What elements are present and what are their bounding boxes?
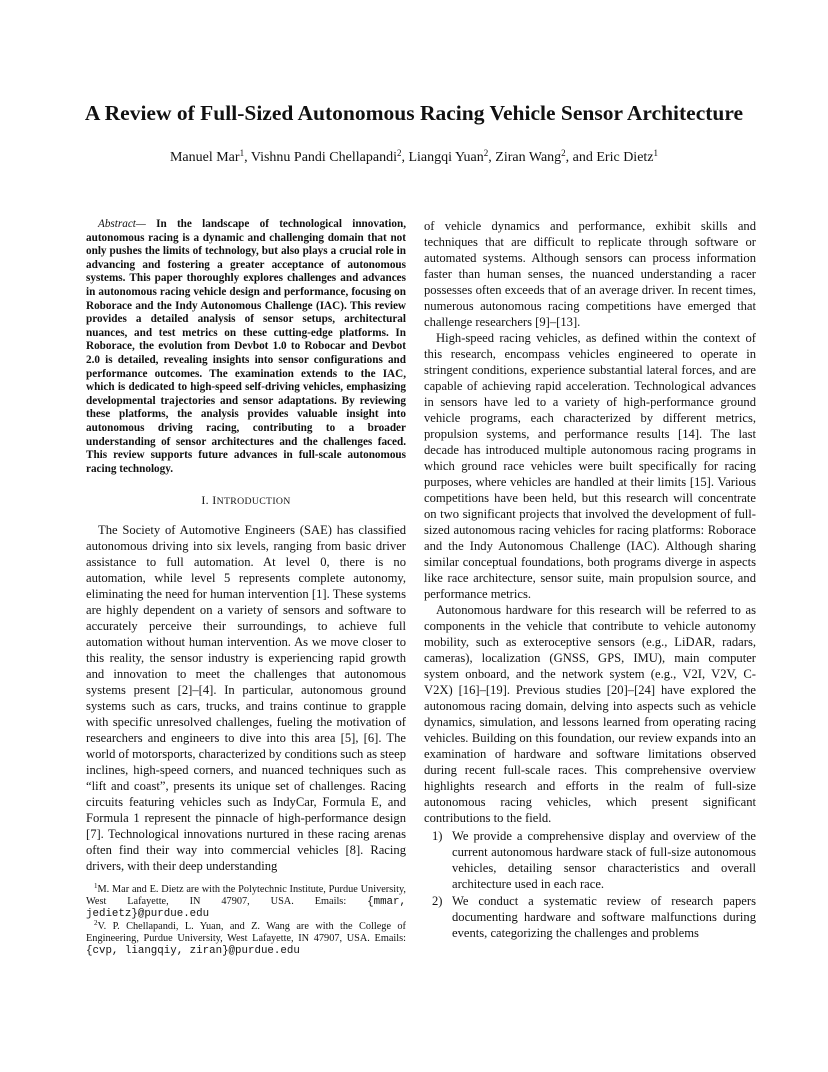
body-paragraph: Autonomous hardware for this research will be referred to as components in the vehicle that contribute to vehicle autonomy mobility, such as exteroceptive sensors (e.g., LiDAR, radars, cameras), localization (GNSS, GPS, IMU), main computer system onboard, and the network system (e.g., V2I, V2V, C-V2X) [16]–[19]. Previous studies [20]–[24] have explored the autonomous racing domain, delving into aspects such as vehicle dynamics, simulation, and lessons learned from operating racing vehicles. Building on this foundation, our review expands into an examination of hardware and software limitations observed during recent full-scale races. This comprehensive overview highlights research and efforts in the realm of full-size autonomous racing vehicles, which present significant contributions to the field. <box>424 603 756 825</box>
right-column <box>424 218 756 942</box>
section-title-initial: I <box>212 493 217 508</box>
list-item-number: 1) <box>432 829 443 843</box>
section-title-rest: NTRODUCTION <box>216 496 291 508</box>
footnote-text: V. P. Chellapandi, L. Yuan, and Z. Wang are with the College of Engineering, Purdue University, West Lafayette, IN 47907, USA. Emails: <box>86 920 406 944</box>
left-column <box>86 218 406 874</box>
section-number: I. <box>201 493 209 508</box>
author-affiliation: 1 <box>653 148 659 158</box>
footnote-emails: {mmar, jedietz}@purdue.edu <box>86 896 406 921</box>
abstract-label: Abstract <box>98 218 136 230</box>
footnote-text: M. Mar and E. Dietz are with the Polytechnic Institute, Purdue University, West Lafayette, IN 47907, USA. Emails: <box>86 884 406 908</box>
footnote-emails: {cvp, liangqiy, ziran}@purdue.edu <box>86 945 300 958</box>
abstract-text: In the landscape of technological innovation, autonomous racing is a dynamic and challenging domain that not only pushes the limits of technology, but also plays a crucial role in advancing and fostering a greater acceptance of autonomous systems. This paper thoroughly explores challenges and advances in autonomous racing vehicle design and performance, focusing on Roborace and the Indy Autonomous Challenge (IAC). This review provides a detailed analysis of sensor setups, architectural nuances, and test metrics on these cutting-edge platforms. In Roborace, the evolution from Devbot 1.0 to Robocar and Devbot 2.0 is detailed, revealing insights into sensor configurations and performance outcomes. The examination extends to the IAC, which is dedicated to high-speed self-driving vehicles, emphasizing developmental trajectories and sensor adaptations. By reviewing these platforms, the analysis provides valuable insight into autonomous driving racing, contributing to a broader understanding of sensor architectures and the challenges faced. This review supports future advances in full-scale autonomous racing technology. <box>86 218 406 475</box>
author-affiliation: 2 <box>396 148 402 158</box>
body-paragraph: of vehicle dynamics and performance, exhibit skills and techniques that are difficult to replicate through software or automated systems. Although sensors can process information faster than human senses, the nuanced understanding a racer possesses often exceeds that of an average driver. In recent times, numerous autonomous racing competitions have emerged that challenge researchers [9]–[13]. <box>424 219 756 329</box>
body-paragraph: High-speed racing vehicles, as defined within the context of this research, encompass vehicles engineered to operate in stringent conditions, experience substantial lateral forces, and are capable of achieving rapid acceleration. Technological advances in sensors have led to a variety of high-performance ground vehicle programs, each characterized by different metrics, propulsion systems, and performance results [14]. The last decade has introduced multiple autonomous racing programs in which ground race vehicles were built specifically for racing purposes, where vehicles are handled at their limits [15]. Various competitions have been held, but this research will concentrate on two significant projects that involved the development of full-sized autonomous racing vehicles for racing platforms: Roborace and the Indy Autonomous Challenge (IAC). Although sharing similar conceptual foundations, both programs diverge in aspects like race architecture, sensor suite, main propulsion source, and performance metrics. <box>424 331 756 601</box>
author-name: Manuel Mar <box>169 150 240 165</box>
list-item-text: We conduct a systematic review of research papers documenting hardware and software malfunctions during events, categorizing the challenges and problems <box>452 894 756 940</box>
intro-paragraph: The Society of Automotive Engineers (SAE) has classified autonomous driving into six levels, ranging from basic driver assistance to full automation. At level 0, there is no automation, while level 5 represents complete autonomy, eliminating the need for human intervention [1]. These systems are highly dependent on a variety of sensors and software to accurately perceive their surroundings, to achieve full automation without human intervention. As we move closer to this reality, the sensor industry is experiencing rapid growth and innovation to meet the challenges that autonomous systems present [2]–[4]. In particular, autonomous ground systems such as cars, trucks, and trains continue to grapple with specific unresolved challenges, fueling the motivation of researchers and engineers to dive into this area [5], [6]. The world of motorsports, characterized by conditions such as steep inclines, high-speed corners, and nuanced techniques such as “lift and coast”, presents its unique set of challenges. Racing circuits featuring vehicles such as IndyCar, Formula E, and Formula 1 represent the pinnacle of high-performance design [7]. Technological innovations nurtured in these racing arenas often find their way into commercial vehicles [8]. Racing drivers, with their deep understanding <box>86 523 407 874</box>
footnotes <box>86 884 406 957</box>
author-name: Vishnu Pandi Chellapandi <box>250 150 397 165</box>
author-name: Liangqi Yuan <box>408 150 484 165</box>
footnote <box>86 884 406 921</box>
author-name: Eric Dietz <box>596 150 654 165</box>
author-affiliation: 2 <box>561 148 566 158</box>
list-item-number: 2) <box>432 894 443 908</box>
list-item <box>424 893 756 941</box>
list-item <box>424 828 756 892</box>
footnote-mark: 2 <box>94 918 98 927</box>
contribution-list <box>424 828 756 941</box>
author-list: Manuel Mar$^1$, Vishnu Pandi Chellapandi$^2$, Liangqi Yuan$^2$, Ziran Wang$^2$, and Eric Dietz$^1$ <box>169 148 659 165</box>
abstract: Abstract— In the landscape of technological innovation, autonomous racing is a dynamic and challenging domain that not only pushes the limits of technology, but also plays a crucial role in advancing and fostering a greater acceptance of autonomous systems. This paper thoroughly explores challenges and advances in autonomous racing vehicle design and performance, focusing on Roborace and the Indy Autonomous Challenge (IAC). This review provides a detailed analysis of sensor setups, architectural nuances, and test metrics on these cutting-edge platforms. In Roborace, the evolution from Devbot 1.0 to Robocar and Devbot 2.0 is detailed, revealing insights into sensor configurations and performance outcomes. The examination extends to the IAC, which is dedicated to high-speed self-driving vehicles, emphasizing developmental trajectories and sensor adaptations. By reviewing these platforms, the analysis provides valuable insight into autonomous driving racing, contributing to a broader understanding of sensor architectures and the challenges faced. This review supports future advances in full-scale autonomous racing technology. <box>86 218 406 475</box>
section-heading-introduction <box>86 492 406 510</box>
paper-title: A Review of Full-Sized Autonomous Racing Vehicle Sensor Architecture <box>84 101 744 125</box>
author-affiliation: 1 <box>239 148 245 158</box>
footnote-mark: 1 <box>94 882 98 890</box>
author-name: Ziran Wang <box>495 150 562 165</box>
footnote <box>86 918 406 958</box>
author-affiliation: 2 <box>483 148 489 158</box>
list-item-text: We provide a comprehensive display and overview of the current autonomous hardware stack of full-size autonomous vehicles, detailing sensor characteristics and overall architecture used in each race. <box>452 829 756 891</box>
